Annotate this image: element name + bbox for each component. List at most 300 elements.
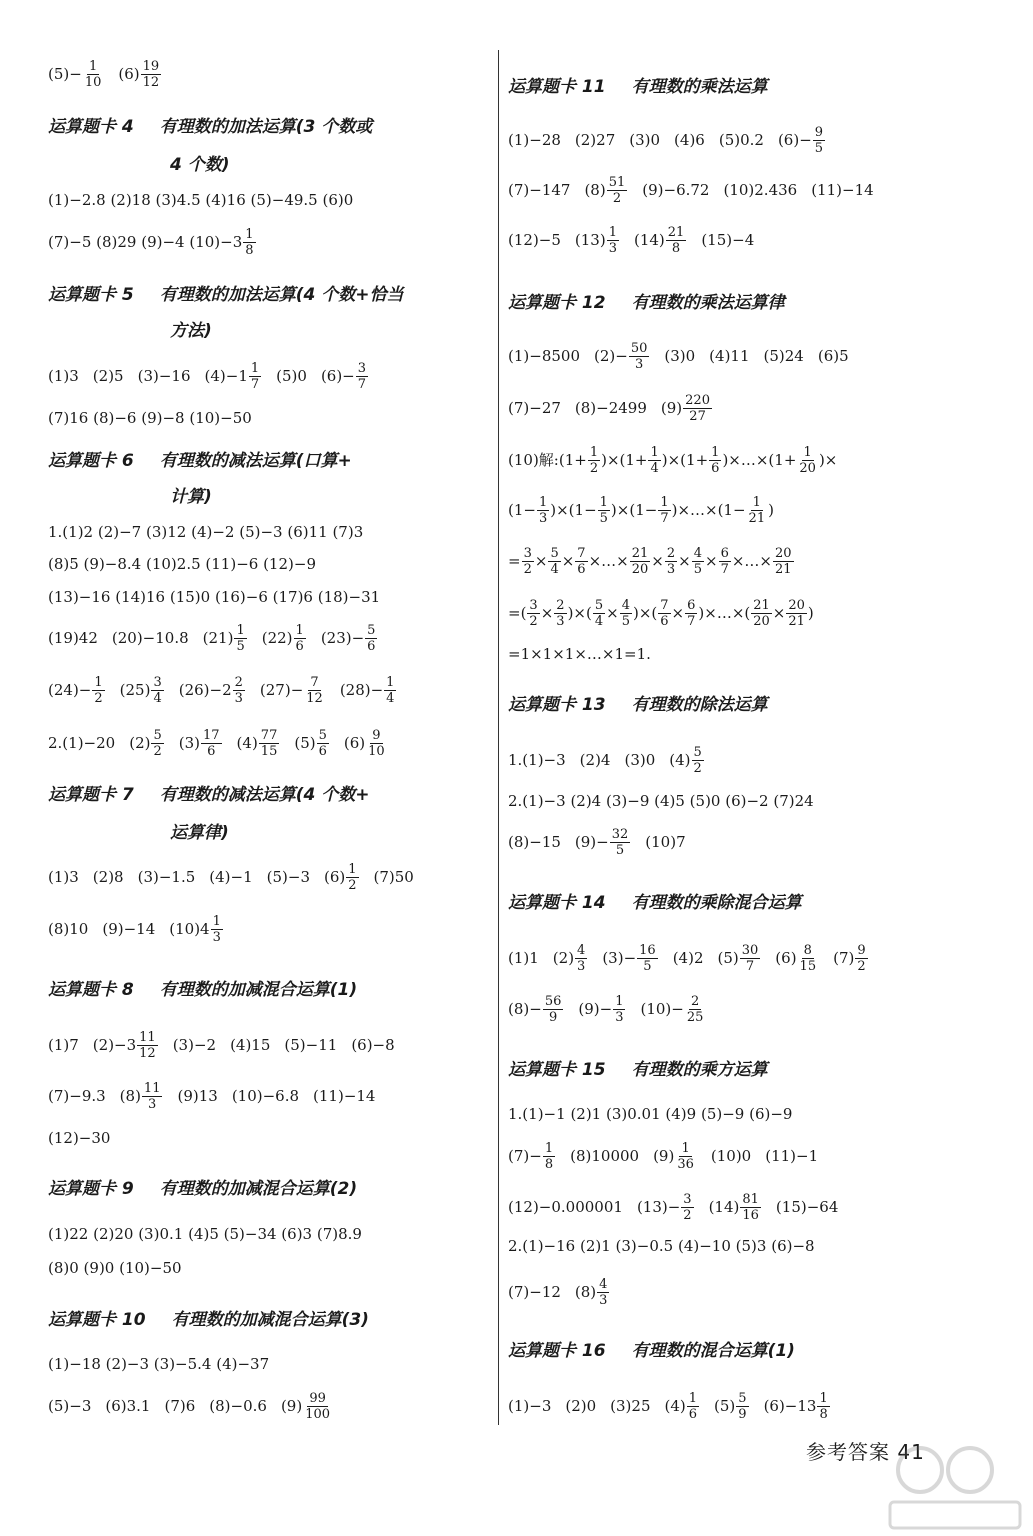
answer-text: (5)−3 <box>48 1397 92 1415</box>
fraction <box>813 125 825 156</box>
answer-item <box>575 225 620 256</box>
answer-item <box>164 1396 195 1416</box>
answer-item <box>48 867 79 887</box>
answer-item <box>819 450 837 470</box>
answer-line <box>508 332 863 380</box>
answer-line <box>48 352 383 400</box>
numerator: 20 <box>788 597 805 613</box>
answer-text: (4)6 <box>674 131 705 149</box>
answer-line <box>508 1268 624 1316</box>
answer-text: (13)− <box>636 1198 681 1216</box>
numerator: 4 <box>599 1276 608 1292</box>
answer-item <box>642 180 709 200</box>
answer-item <box>129 728 165 759</box>
card-heading-cont: 4 个数) <box>170 155 230 175</box>
denominator: 12 <box>139 1045 156 1061</box>
denominator: 6 <box>207 743 216 759</box>
answer-item <box>664 346 695 366</box>
answer-text: (1)3 <box>48 367 79 385</box>
numerator: 1 <box>589 444 599 460</box>
fraction <box>234 623 246 654</box>
answer-item <box>633 598 672 629</box>
answer-item <box>48 675 106 706</box>
denominator: 8 <box>544 1156 554 1172</box>
answer-item <box>698 598 772 629</box>
card-heading: 运算题卡 8 有理数的加减混合运算(1) <box>48 980 358 1000</box>
denominator: 7 <box>745 958 755 974</box>
answer-item <box>611 495 672 526</box>
answer-item <box>606 598 633 629</box>
answer-item <box>575 398 647 418</box>
answer-text: (12)−0.000001 <box>508 1198 623 1216</box>
fraction <box>685 598 697 629</box>
fraction <box>629 341 650 372</box>
fraction <box>384 675 396 706</box>
fraction <box>211 914 223 945</box>
card-heading: 运算题卡 6 有理数的减法运算(口算+ <box>48 451 352 471</box>
answer-item <box>589 546 652 577</box>
numerator: 5 <box>153 727 162 743</box>
answer-item <box>508 1282 561 1302</box>
numerator: 2 <box>234 674 243 690</box>
answer-text: (4)−1 <box>209 868 253 886</box>
numerator: 7 <box>660 597 669 613</box>
answer-line <box>508 384 727 432</box>
numerator: 5 <box>693 744 702 760</box>
fraction <box>365 623 377 654</box>
answer-item <box>203 623 248 654</box>
answer-item <box>118 59 162 90</box>
denominator: 100 <box>305 1406 331 1422</box>
answer-item <box>179 728 223 759</box>
answer-text: (9)−6.72 <box>642 181 710 199</box>
answer-text: (12)−5 <box>508 231 561 249</box>
answer-text: ×…× <box>731 552 772 570</box>
numerator: 19 <box>142 58 160 74</box>
denominator: 7 <box>720 561 729 577</box>
answer-text: )×(1− <box>550 501 597 519</box>
fraction <box>593 598 605 629</box>
answer-item <box>232 1086 299 1106</box>
answer-item <box>640 994 706 1025</box>
answer-line <box>48 666 411 714</box>
answer-line <box>508 216 768 264</box>
answer-text: (7)−147 <box>508 181 571 199</box>
numerator: 1 <box>538 494 548 510</box>
answer-item <box>568 598 607 629</box>
answer-item <box>508 130 561 150</box>
answer-item <box>661 393 713 424</box>
answer-text: (8)− <box>508 1000 542 1018</box>
answer-line <box>508 166 888 214</box>
fraction <box>259 728 280 759</box>
answer-item <box>773 598 808 629</box>
answer-text: (5)−11 <box>284 1036 338 1054</box>
answer-item <box>672 598 699 629</box>
answer-item <box>764 346 804 366</box>
denominator: 3 <box>148 1096 157 1112</box>
denominator: 3 <box>538 510 548 526</box>
answer-text: )×…×(1+ <box>722 451 797 469</box>
fraction <box>709 445 721 476</box>
answer-text: (15)−64 <box>775 1198 839 1216</box>
answer-item <box>374 867 414 887</box>
answer-line: 2.(1)−3 (2)4 (3)−9 (4)5 (5)0 (6)−2 (7)24 <box>508 792 814 810</box>
numerator: 7 <box>577 545 586 561</box>
answer-line: (1)−2.8 (2)18 (3)4.5 (4)16 (5)−49.5 (6)0 <box>48 191 354 209</box>
answer-line <box>48 719 402 767</box>
answer-line: (7)−5 (8)29 (9)−4 (10)−3 $\frac{1}{8}$ <box>48 226 254 258</box>
card-heading: 运算题卡 10 有理数的加减混合运算(3) <box>48 1310 369 1330</box>
answer-text: (5)0.2 <box>718 131 764 149</box>
answer-text: (5)0 <box>276 367 307 385</box>
fraction <box>620 598 632 629</box>
fraction <box>522 546 534 577</box>
answer-text: (7) <box>833 949 855 967</box>
denominator: 20 <box>631 561 649 577</box>
fraction <box>610 827 631 858</box>
denominator: 2 <box>153 743 162 759</box>
answer-text: (8)10000 <box>570 1147 640 1165</box>
answer-item <box>284 1035 337 1055</box>
answer-text: (15)−4 <box>701 231 755 249</box>
fraction <box>740 943 761 974</box>
answer-line: (7)16 (8)−6 (9)−8 (10)−50 <box>48 409 252 427</box>
fraction <box>543 1141 555 1172</box>
fraction <box>683 393 712 424</box>
answer-item <box>209 1396 267 1416</box>
answer-item <box>205 361 263 392</box>
card-heading: 运算题卡 11 有理数的乘法运算 <box>508 77 768 97</box>
numerator: 51 <box>608 174 626 190</box>
numerator: 1 <box>599 494 608 510</box>
denominator: 12 <box>142 74 160 90</box>
numerator: 81 <box>742 1191 759 1207</box>
answer-item <box>718 943 762 974</box>
denominator: 4 <box>550 561 559 577</box>
answer-item <box>705 546 732 577</box>
answer-item <box>610 1396 650 1416</box>
answer-text: (4) <box>664 1397 686 1415</box>
answer-text: (6)3.1 <box>105 1397 151 1415</box>
answer-text: =( <box>508 604 527 622</box>
numerator: 3 <box>529 597 538 613</box>
answer-line: 1.(1)−1 (2)1 (3)0.01 (4)9 (5)−9 (6)−9 <box>508 1105 793 1123</box>
answer-text: (28)− <box>339 681 384 699</box>
answer-text: × <box>678 552 691 570</box>
numerator: 21 <box>753 597 770 613</box>
fraction <box>740 1192 761 1223</box>
answer-item <box>48 366 79 386</box>
numerator: 5 <box>318 727 327 743</box>
answer-text: × <box>651 552 664 570</box>
denominator: 5 <box>643 958 652 974</box>
answer-text: (9) <box>280 1397 303 1415</box>
answer-item <box>776 1197 838 1217</box>
answer-text: (10)7 <box>645 833 686 851</box>
numerator: 2 <box>666 545 676 561</box>
numerator: 5 <box>738 1390 747 1406</box>
numerator: 1 <box>819 1390 828 1406</box>
answer-line: (8)5 (9)−8.4 (10)2.5 (11)−6 (12)−9 <box>48 555 316 573</box>
answer-text: (4)11 <box>709 347 750 365</box>
answer-text: (1)1 <box>508 949 539 967</box>
answer-item <box>508 598 541 629</box>
numerator: 32 <box>611 826 629 842</box>
card-heading: 运算题卡 7 有理数的减法运算(4 个数+ <box>48 785 370 805</box>
answer-text: (3)− <box>602 949 637 967</box>
fraction <box>637 943 658 974</box>
answer-item <box>48 1086 106 1106</box>
answer-text: (3)−16 <box>137 367 191 385</box>
card-heading: 运算题卡 15 有理数的乘方运算 <box>508 1060 768 1080</box>
answer-text: ×…× <box>588 552 629 570</box>
numerator: 220 <box>685 392 710 408</box>
answer-item <box>267 867 310 887</box>
answer-item <box>508 495 550 526</box>
fraction <box>817 1391 829 1422</box>
fraction <box>151 728 163 759</box>
answer-item <box>665 1391 701 1422</box>
answer-item <box>594 341 650 372</box>
answer-item <box>673 948 704 968</box>
answer-text: (5)− <box>48 65 82 83</box>
answer-text: (20)−10.8 <box>111 629 189 647</box>
numerator: 1 <box>212 913 221 929</box>
answer-item <box>324 862 360 893</box>
fraction <box>366 728 387 759</box>
fraction <box>575 546 587 577</box>
answer-item <box>93 867 124 887</box>
answer-text: (4) <box>236 734 258 752</box>
answer-text: (6) <box>343 734 366 752</box>
answer-item <box>714 1391 750 1422</box>
answer-text: (7)50 <box>373 868 414 886</box>
denominator: 6 <box>688 1406 698 1422</box>
answer-text: (6)− <box>777 131 812 149</box>
answer-line <box>508 537 795 585</box>
answer-text: (7)− <box>508 1147 542 1165</box>
answer-item <box>48 59 104 90</box>
numerator: 5 <box>594 597 604 613</box>
answer-text: (2)−3 <box>92 1036 137 1054</box>
card-heading-cont: 运算律) <box>170 823 229 843</box>
denominator: 6 <box>577 561 586 577</box>
answer-text: (6)−8 <box>351 1036 395 1054</box>
fraction <box>658 495 670 526</box>
answer-item <box>120 1081 164 1112</box>
fraction <box>548 546 560 577</box>
answer-line: (1)22 (2)20 (3)0.1 (4)5 (5)−34 (6)3 (7)8.9 <box>48 1225 362 1243</box>
numerator: 1 <box>650 444 659 460</box>
denominator: 15 <box>260 743 278 759</box>
fraction <box>658 598 670 629</box>
denominator: 6 <box>318 743 327 759</box>
answer-text: (5)−3 <box>266 868 310 886</box>
numerator: 5 <box>367 622 376 638</box>
card-heading: 运算题卡 13 有理数的除法运算 <box>508 695 768 715</box>
numerator: 3 <box>357 360 367 376</box>
card-heading: 运算题卡 9 有理数的加减混合运算(2) <box>48 1179 358 1199</box>
answer-item <box>508 546 535 577</box>
denominator: 2 <box>529 613 538 629</box>
denominator: 21 <box>774 561 792 577</box>
answer-text: (3)0 <box>629 131 661 149</box>
fraction <box>201 728 222 759</box>
answer-item <box>550 495 611 526</box>
denominator: 20 <box>799 460 816 476</box>
answer-text: (9) <box>660 399 683 417</box>
answer-item <box>508 994 564 1025</box>
fraction <box>687 1391 699 1422</box>
fraction <box>607 175 628 206</box>
answer-text: (3)25 <box>610 1397 651 1415</box>
answer-line <box>48 614 392 662</box>
answer-text: (9)−14 <box>102 920 156 938</box>
answer-text: (4)15 <box>230 1036 271 1054</box>
answer-text: (10)4 <box>169 920 210 938</box>
numerator: 7 <box>310 674 319 690</box>
answer-item <box>48 919 88 939</box>
answer-item <box>508 832 561 852</box>
answer-text: )×…×(1− <box>671 501 746 519</box>
answer-text: (8) <box>119 1087 141 1105</box>
numerator: 11 <box>139 1029 156 1045</box>
answer-item <box>575 827 631 858</box>
denominator: 6 <box>660 613 669 629</box>
answer-item <box>833 943 869 974</box>
answer-text: (24)− <box>48 681 92 699</box>
denominator: 36 <box>677 1156 694 1172</box>
answer-item <box>629 130 660 150</box>
denominator: 3 <box>615 1009 624 1025</box>
answer-text: (1)7 <box>48 1036 79 1054</box>
answer-item <box>535 546 562 577</box>
denominator: 3 <box>234 690 243 706</box>
answer-item <box>508 948 539 968</box>
answer-item <box>281 1391 333 1422</box>
answer-item <box>169 914 224 945</box>
answer-item <box>120 675 165 706</box>
answer-item <box>584 175 628 206</box>
answer-item <box>602 943 658 974</box>
answer-text: (3)0 <box>624 751 656 769</box>
answer-line <box>48 1021 409 1069</box>
denominator: 2 <box>693 760 702 776</box>
fraction <box>773 546 794 577</box>
answer-item <box>508 398 561 418</box>
denominator: 5 <box>615 842 625 858</box>
answer-text: (10)解:(1+ <box>508 451 587 469</box>
answer-item <box>719 130 764 150</box>
answer-item <box>93 366 124 386</box>
fraction <box>575 943 587 974</box>
denominator: 3 <box>556 613 565 629</box>
numerator: 1 <box>295 622 304 638</box>
answer-item <box>570 1146 639 1166</box>
numerator: 1 <box>752 494 761 510</box>
answer-item <box>818 346 849 366</box>
answer-item <box>662 445 723 476</box>
answer-text: (8) <box>574 1283 597 1301</box>
fraction: $\frac{1}{8}$ <box>245 226 254 258</box>
answer-text: (6) <box>775 949 797 967</box>
answer-item <box>105 1396 150 1416</box>
numerator: 1 <box>681 1140 690 1156</box>
denominator: 3 <box>608 240 617 256</box>
answer-item <box>276 366 307 386</box>
answer-item <box>645 832 685 852</box>
fraction <box>304 675 325 706</box>
answer-item <box>237 728 281 759</box>
card-heading: 运算题卡 5 有理数的加法运算(4 个数+恰当 <box>48 285 404 305</box>
answer-text: × <box>606 604 619 622</box>
denominator: 5 <box>621 613 630 629</box>
numerator: 3 <box>153 674 162 690</box>
answer-line <box>48 905 238 953</box>
answer-text: 2.(1)−20 <box>48 734 116 752</box>
answer-text: × <box>772 604 786 622</box>
answer-item <box>102 919 155 939</box>
answer-item <box>778 125 826 156</box>
answer-item <box>669 745 705 776</box>
answer-text: ) <box>807 604 814 622</box>
answer-item <box>575 1277 611 1308</box>
answer-text: (11)−1 <box>765 1147 819 1165</box>
answer-line: (13)−16 (14)16 (15)0 (16)−6 (17)6 (18)−31 <box>48 588 381 606</box>
denominator: 2 <box>348 877 357 893</box>
answer-text: (2)27 <box>574 131 616 149</box>
answer-text: (14) <box>708 1198 740 1216</box>
numerator: 9 <box>814 124 824 140</box>
answer-item <box>553 943 589 974</box>
answer-text: (8) <box>584 181 606 199</box>
answer-item <box>340 675 398 706</box>
fraction <box>588 445 600 476</box>
denominator: 6 <box>367 638 376 654</box>
answer-line: (1)−18 (2)−3 (3)−5.4 (4)−37 <box>48 1355 270 1373</box>
fraction <box>249 361 261 392</box>
denominator: 7 <box>357 376 367 392</box>
answer-item <box>48 1396 91 1416</box>
answer-text: )×(1+ <box>601 451 648 469</box>
answer-text: (2)8 <box>92 868 124 886</box>
fraction <box>356 361 368 392</box>
denominator: 15 <box>799 958 817 974</box>
answer-item <box>541 598 568 629</box>
fraction <box>317 728 329 759</box>
answer-text: (1)−8500 <box>508 347 580 365</box>
numerator: 4 <box>621 597 630 613</box>
fraction <box>630 546 651 577</box>
numerator: 1 <box>236 622 245 638</box>
fraction <box>736 1391 748 1422</box>
answer-line <box>508 818 700 866</box>
answer-item <box>709 346 749 366</box>
denominator: 2 <box>523 561 532 577</box>
answer-text: = <box>508 552 521 570</box>
answer-item <box>48 1035 79 1055</box>
answer-text: )×(1− <box>610 501 658 519</box>
answer-text: (6)− <box>320 367 355 385</box>
fraction <box>692 745 704 776</box>
answer-item <box>678 546 705 577</box>
answer-text: )× <box>818 451 838 469</box>
answer-text: (5)24 <box>763 347 804 365</box>
answer-text: (5) <box>294 734 316 752</box>
answer-item <box>808 603 814 623</box>
answer-text: )×…×( <box>698 604 751 622</box>
